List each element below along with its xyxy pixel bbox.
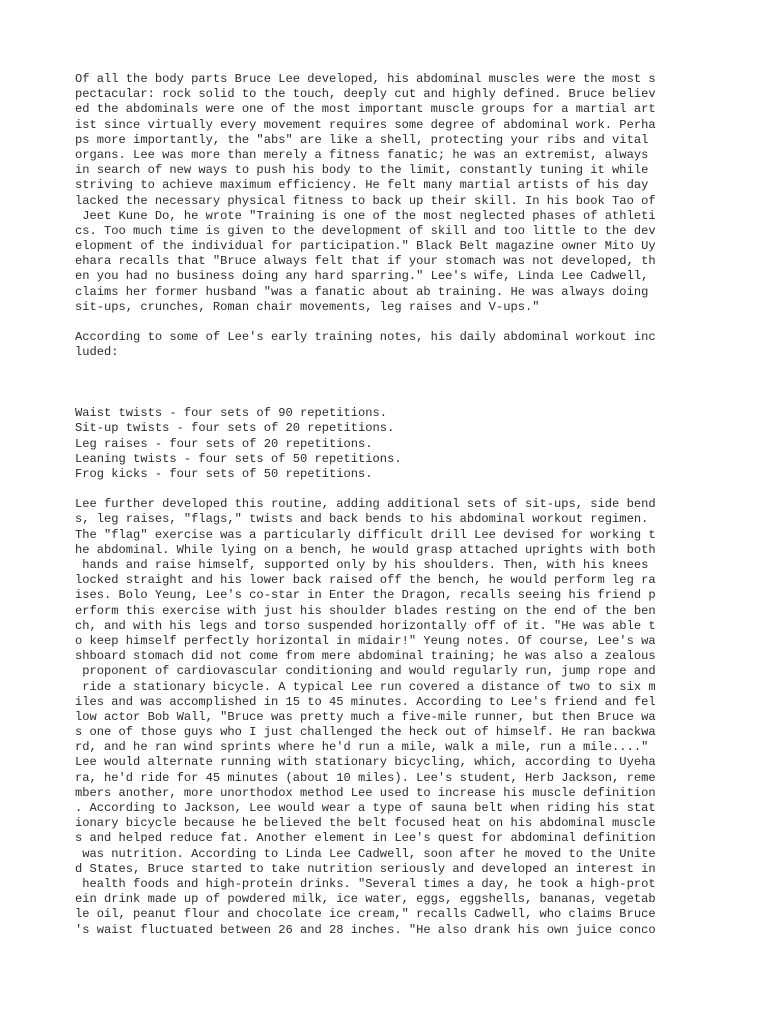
text-line: hands and raise himself, supported only by his shoulders. Then, with his knees [75, 558, 649, 573]
workout-list [75, 406, 695, 482]
text-line: ehara recalls that "Bruce always felt that if your stomach was not developed, th [75, 254, 656, 269]
text-line: ride a stationary bicycle. A typical Lee run covered a distance of two to six m [75, 679, 656, 694]
text-line: ionary bicycle because he believed the belt focused heat on his abdominal muscle [75, 816, 656, 831]
document-page [75, 72, 695, 938]
paragraph-gap [75, 315, 695, 330]
text-line: organs. Lee was more than merely a fitness fanatic; he was an extremist, always [75, 147, 649, 162]
text-line: ps more importantly, the "abs" are like a shell, protecting your ribs and vital [75, 132, 649, 147]
text-line: sit-ups, crunches, Roman chair movements, leg raises and V-ups." [75, 299, 540, 314]
text-line: in search of new ways to push his body to the limit, constantly tuning it while [75, 163, 649, 178]
text-line: . According to Jackson, Lee would wear a type of sauna belt when riding his stat [75, 801, 656, 816]
text-line: iles and was accomplished in 15 to 45 minutes. According to Lee's friend and fel [75, 694, 656, 709]
text-line: Sit-up twists - four sets of 20 repetitions. [75, 421, 395, 436]
text-line: Waist twists - four sets of 90 repetitions. [75, 406, 388, 421]
text-line: pectacular: rock solid to the touch, deeply cut and highly defined. Bruce believ [75, 87, 656, 102]
text-line: luded: [75, 345, 119, 360]
text-line: d States, Bruce started to take nutrition seriously and developed an interest in [75, 861, 656, 876]
text-line: ed the abdominals were one of the most important muscle groups for a martial art [75, 102, 656, 117]
text-line: Leg raises - four sets of 20 repetitions. [75, 436, 373, 451]
paragraph-routine-development [75, 497, 695, 937]
text-line: s, leg raises, "flags," twists and back bends to his abdominal workout regimen. [75, 512, 649, 527]
text-line: ra, he'd ride for 45 minutes (about 10 miles). Lee's student, Herb Jackson, reme [75, 770, 656, 785]
text-line: Lee further developed this routine, adding additional sets of sit-ups, side bend [75, 497, 656, 512]
text-line: The "flag" exercise was a particularly difficult drill Lee devised for working t [75, 527, 656, 542]
text-line: erform this exercise with just his shoulder blades resting on the end of the ben [75, 603, 656, 618]
text-line: ist since virtually every movement requires some degree of abdominal work. Perha [75, 117, 656, 132]
text-line: o keep himself perfectly horizontal in midair!" Yeung notes. Of course, Lee's wa [75, 633, 656, 648]
paragraph-training-notes [75, 330, 695, 360]
text-line: en you had no business doing any hard sparring." Lee's wife, Linda Lee Cadwell, [75, 269, 649, 284]
text-line: Lee would alternate running with stationary bicycling, which, according to Uyeha [75, 755, 656, 770]
text-line: elopment of the individual for participation." Black Belt magazine owner Mito Uy [75, 239, 656, 254]
text-line: Frog kicks - four sets of 50 repetitions. [75, 466, 373, 481]
text-line: Of all the body parts Bruce Lee developed, his abdominal muscles were the most s [75, 72, 656, 86]
text-line: lacked the necessary physical fitness to back up their skill. In his book Tao of [75, 193, 656, 208]
text-line: le oil, peanut flour and chocolate ice cream," recalls Cadwell, who claims Bruce [75, 907, 656, 922]
text-line: he abdominal. While lying on a bench, he would grasp attached uprights with both [75, 542, 656, 557]
text-line: cs. Too much time is given to the development of skill and too little to the dev [75, 223, 656, 238]
text-line: ises. Bolo Yeung, Lee's co-star in Enter the Dragon, recalls seeing his friend p [75, 588, 656, 603]
text-line: mbers another, more unorthodox method Lee used to increase his muscle definition [75, 785, 656, 800]
text-line: locked straight and his lower back raised off the bench, he would perform leg ra [75, 573, 656, 588]
text-line: rd, and he ran wind sprints where he'd run a mile, walk a mile, run a mile...." [75, 740, 649, 755]
text-line: health foods and high-protein drinks. "Several times a day, he took a high-prot [75, 876, 656, 891]
text-line: low actor Bob Wall, "Bruce was pretty much a five-mile runner, but then Bruce wa [75, 709, 656, 724]
text-line: proponent of cardiovascular conditioning and would regularly run, jump rope and [75, 664, 656, 679]
text-line: s and helped reduce fat. Another element in Lee's quest for abdominal definition [75, 831, 656, 846]
paragraph-bruce-lee-abdominals [75, 72, 695, 315]
text-line: was nutrition. According to Linda Lee Cadwell, soon after he moved to the Unite [75, 846, 656, 861]
text-line: According to some of Lee's early training notes, his daily abdominal workout inc [75, 330, 656, 345]
text-line: ein drink made up of powdered milk, ice water, eggs, eggshells, bananas, vegetab [75, 892, 656, 907]
text-line: Leaning twists - four sets of 50 repetitions. [75, 451, 402, 466]
text-line: shboard stomach did not come from mere abdominal training; he was also a zealous [75, 649, 656, 664]
text-line: striving to achieve maximum efficiency. He felt many martial artists of his day [75, 178, 649, 193]
text-line: ch, and with his legs and torso suspended horizontally off of it. "He was able t [75, 618, 656, 633]
text-line: claims her former husband "was a fanatic about ab training. He was always doing [75, 284, 649, 299]
paragraph-gap [75, 482, 695, 497]
text-line: 's waist fluctuated between 26 and 28 inches. "He also drank his own juice conco [75, 922, 656, 937]
paragraph-gap [75, 391, 695, 406]
text-line: Jeet Kune Do, he wrote "Training is one of the most neglected phases of athleti [75, 208, 656, 223]
paragraph-gap [75, 361, 695, 391]
text-line: s one of those guys who I just challenged the heck out of himself. He ran backwa [75, 725, 656, 740]
